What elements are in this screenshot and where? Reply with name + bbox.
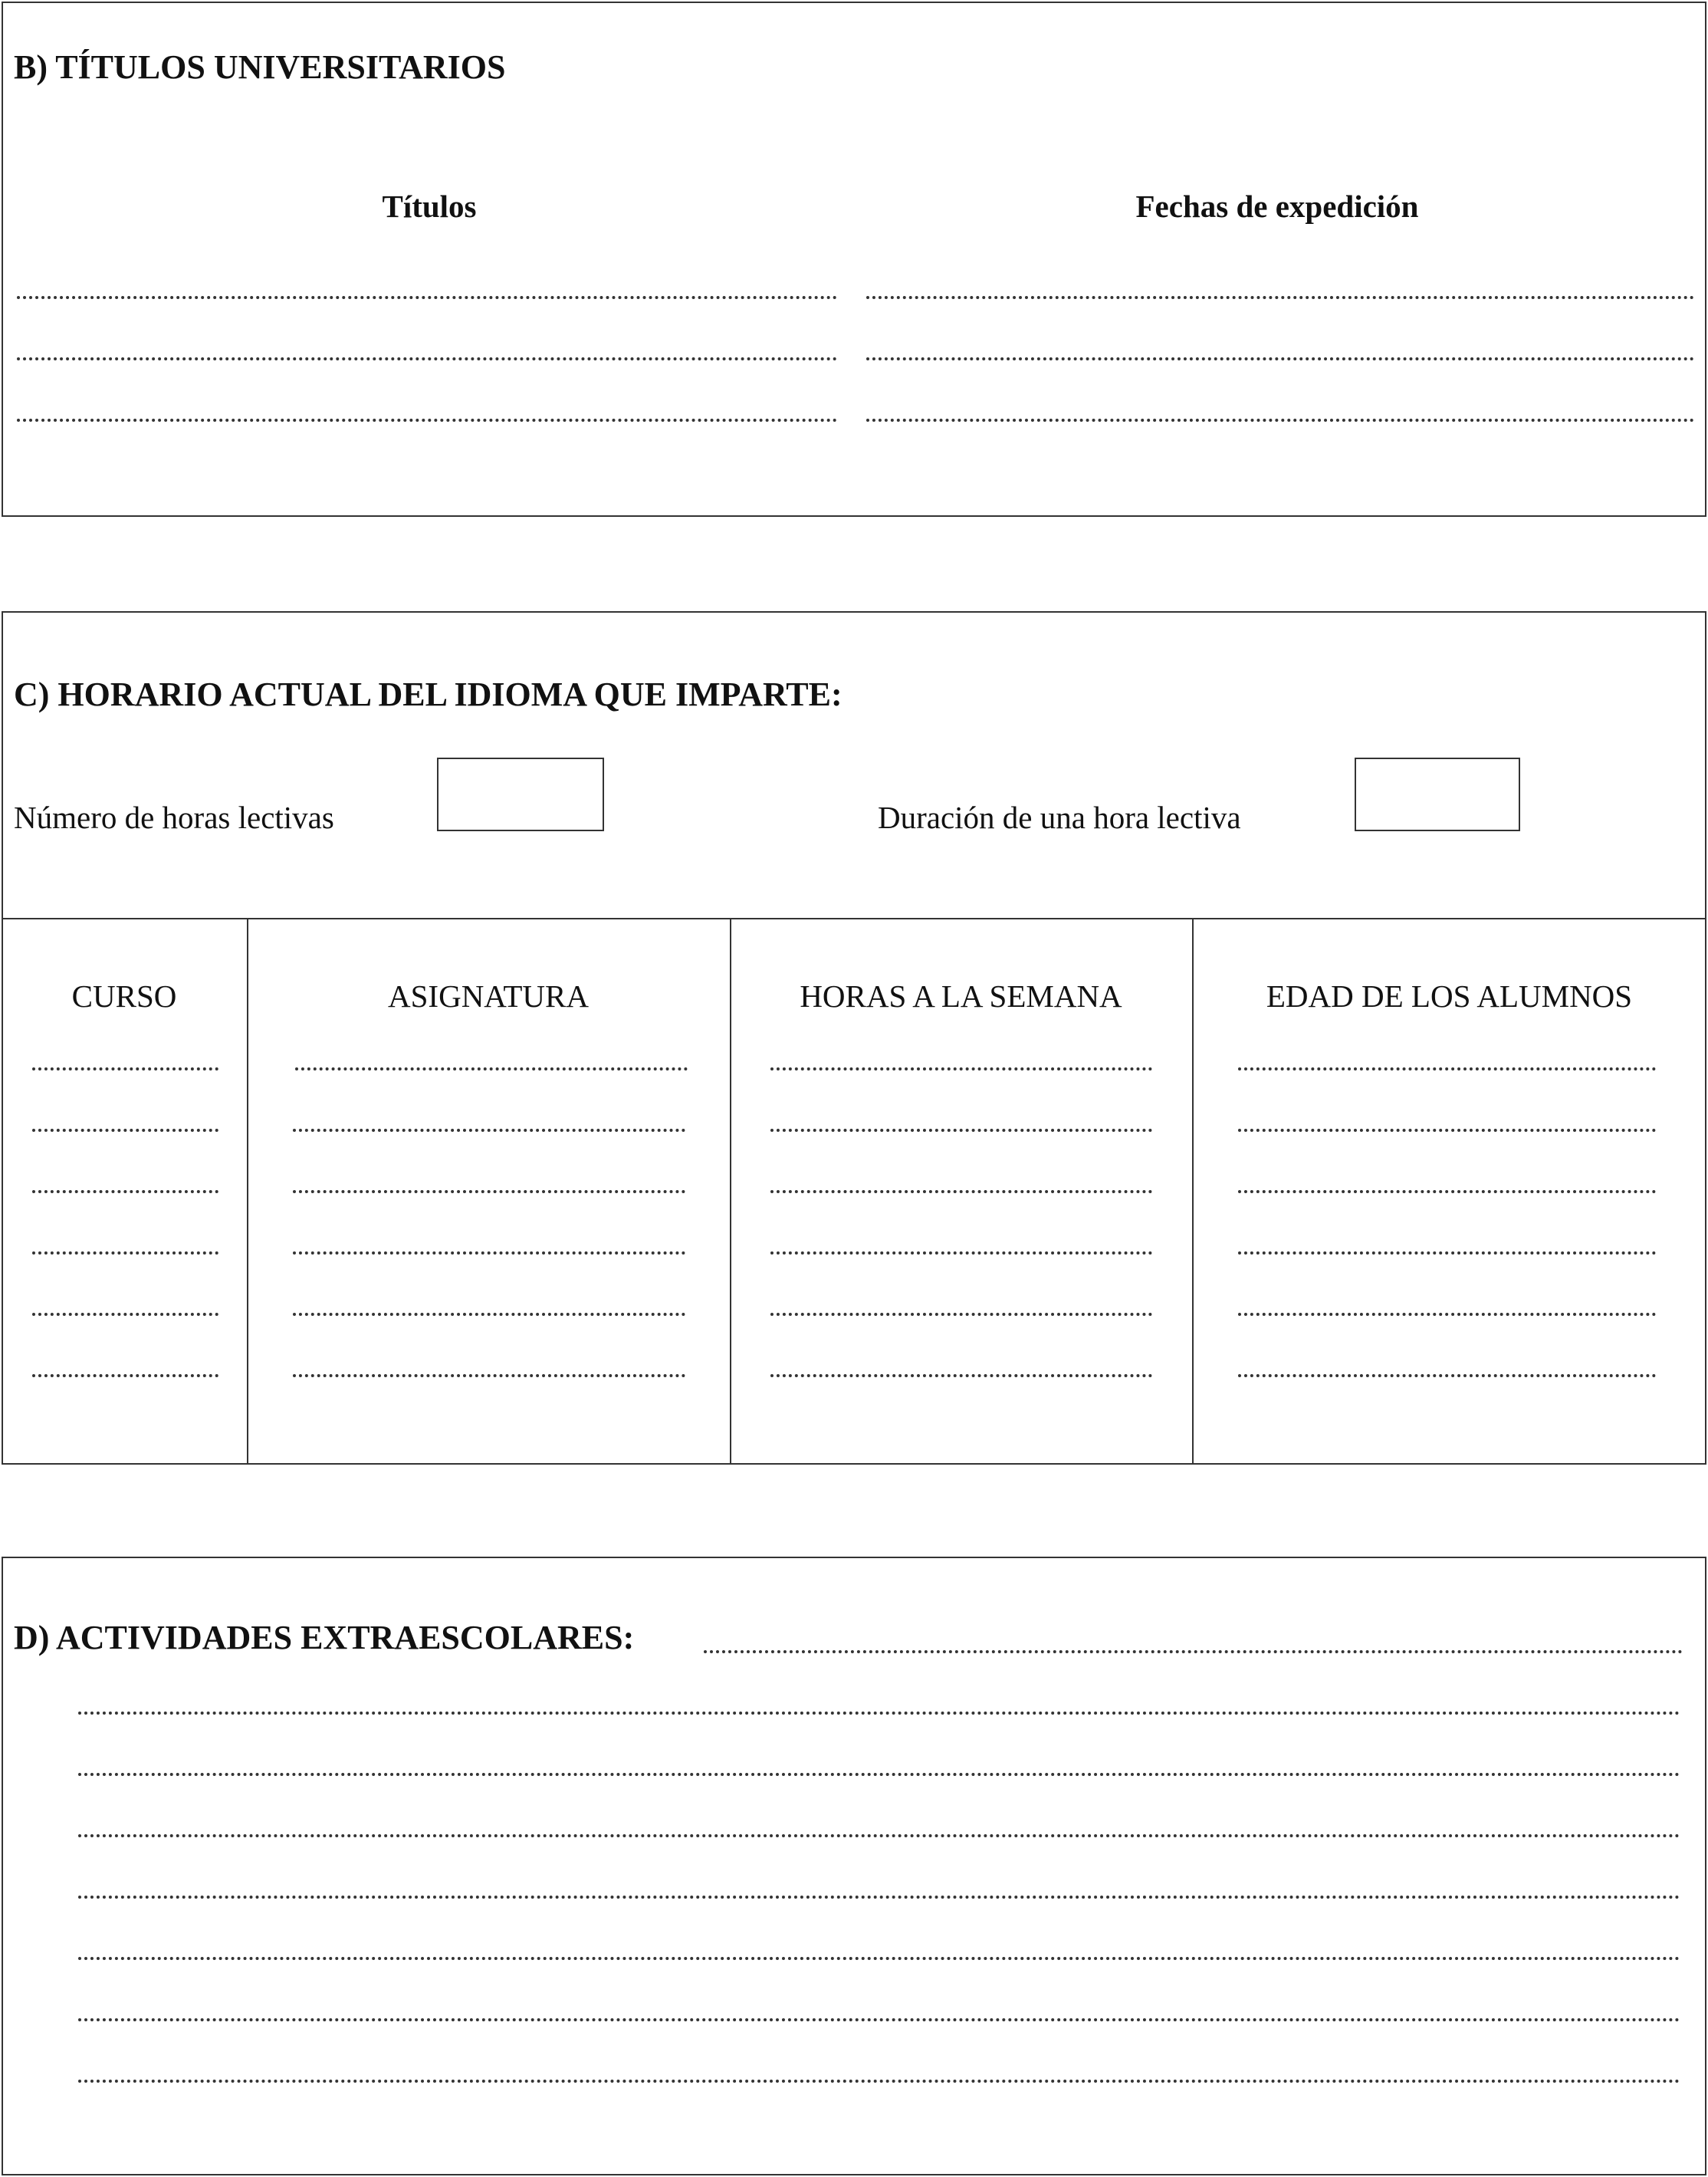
asignatura-entry-line[interactable] [295,1067,688,1070]
date-entry-line[interactable] [866,419,1694,422]
horas-entry-line[interactable] [770,1129,1152,1132]
hours-label: Número de horas lectivas [14,800,334,835]
date-entry-line[interactable] [866,357,1694,360]
edad-entry-line[interactable] [1238,1190,1656,1193]
column-header-curso: CURSO [71,978,177,1014]
curso-entry-line[interactable] [32,1129,218,1132]
section-c-title: C) HORARIO ACTUAL DEL IDIOMA QUE IMPARTE: [14,676,843,713]
column-header-asignatura: ASIGNATURA [388,978,589,1014]
activities-entry-line[interactable] [78,1773,1680,1776]
curso-entry-line[interactable] [32,1374,218,1377]
title-entry-line[interactable] [17,357,837,360]
table-top-border [2,918,1706,919]
edad-entry-line[interactable] [1238,1313,1656,1316]
asignatura-entry-line[interactable] [293,1313,685,1316]
activities-entry-line[interactable] [78,1896,1680,1899]
curso-entry-line[interactable] [32,1313,218,1316]
horas-entry-line[interactable] [770,1067,1152,1070]
edad-entry-line[interactable] [1238,1374,1656,1377]
curso-entry-line[interactable] [32,1190,218,1193]
activities-entry-line[interactable] [78,1957,1680,1960]
edad-entry-line[interactable] [1238,1251,1656,1255]
activities-entry-line[interactable] [704,1650,1683,1653]
column-header-horas: HORAS A LA SEMANA [800,978,1122,1014]
dates-column-header: Fechas de expedición [1135,189,1419,224]
section-b-title: B) TÍTULOS UNIVERSITARIOS [14,48,506,86]
title-entry-line[interactable] [17,419,837,422]
section-d-title: D) ACTIVIDADES EXTRAESCOLARES: [14,1619,635,1656]
activities-entry-line[interactable] [78,1712,1680,1715]
horas-entry-line[interactable] [770,1313,1152,1316]
asignatura-entry-line[interactable] [293,1190,685,1193]
asignatura-entry-line[interactable] [293,1251,685,1255]
titles-column-header: Títulos [382,189,477,224]
asignatura-entry-line[interactable] [293,1374,685,1377]
hours-input[interactable] [437,758,604,831]
asignatura-entry-line[interactable] [293,1129,685,1132]
activities-entry-line[interactable] [78,2080,1680,2083]
activities-entry-line[interactable] [78,2018,1680,2021]
duration-label: Duración de una hora lectiva [878,800,1241,835]
curso-entry-line[interactable] [32,1251,218,1255]
edad-entry-line[interactable] [1238,1129,1656,1132]
horas-entry-line[interactable] [770,1251,1152,1255]
column-header-edad: EDAD DE LOS ALUMNOS [1266,978,1633,1014]
horas-entry-line[interactable] [770,1190,1152,1193]
title-entry-line[interactable] [17,296,837,299]
horas-entry-line[interactable] [770,1374,1152,1377]
section-c-box [2,611,1706,1465]
duration-input[interactable] [1355,758,1520,831]
edad-entry-line[interactable] [1238,1067,1656,1070]
curso-entry-line[interactable] [32,1067,218,1070]
activities-entry-line[interactable] [78,1834,1680,1837]
date-entry-line[interactable] [866,296,1694,299]
